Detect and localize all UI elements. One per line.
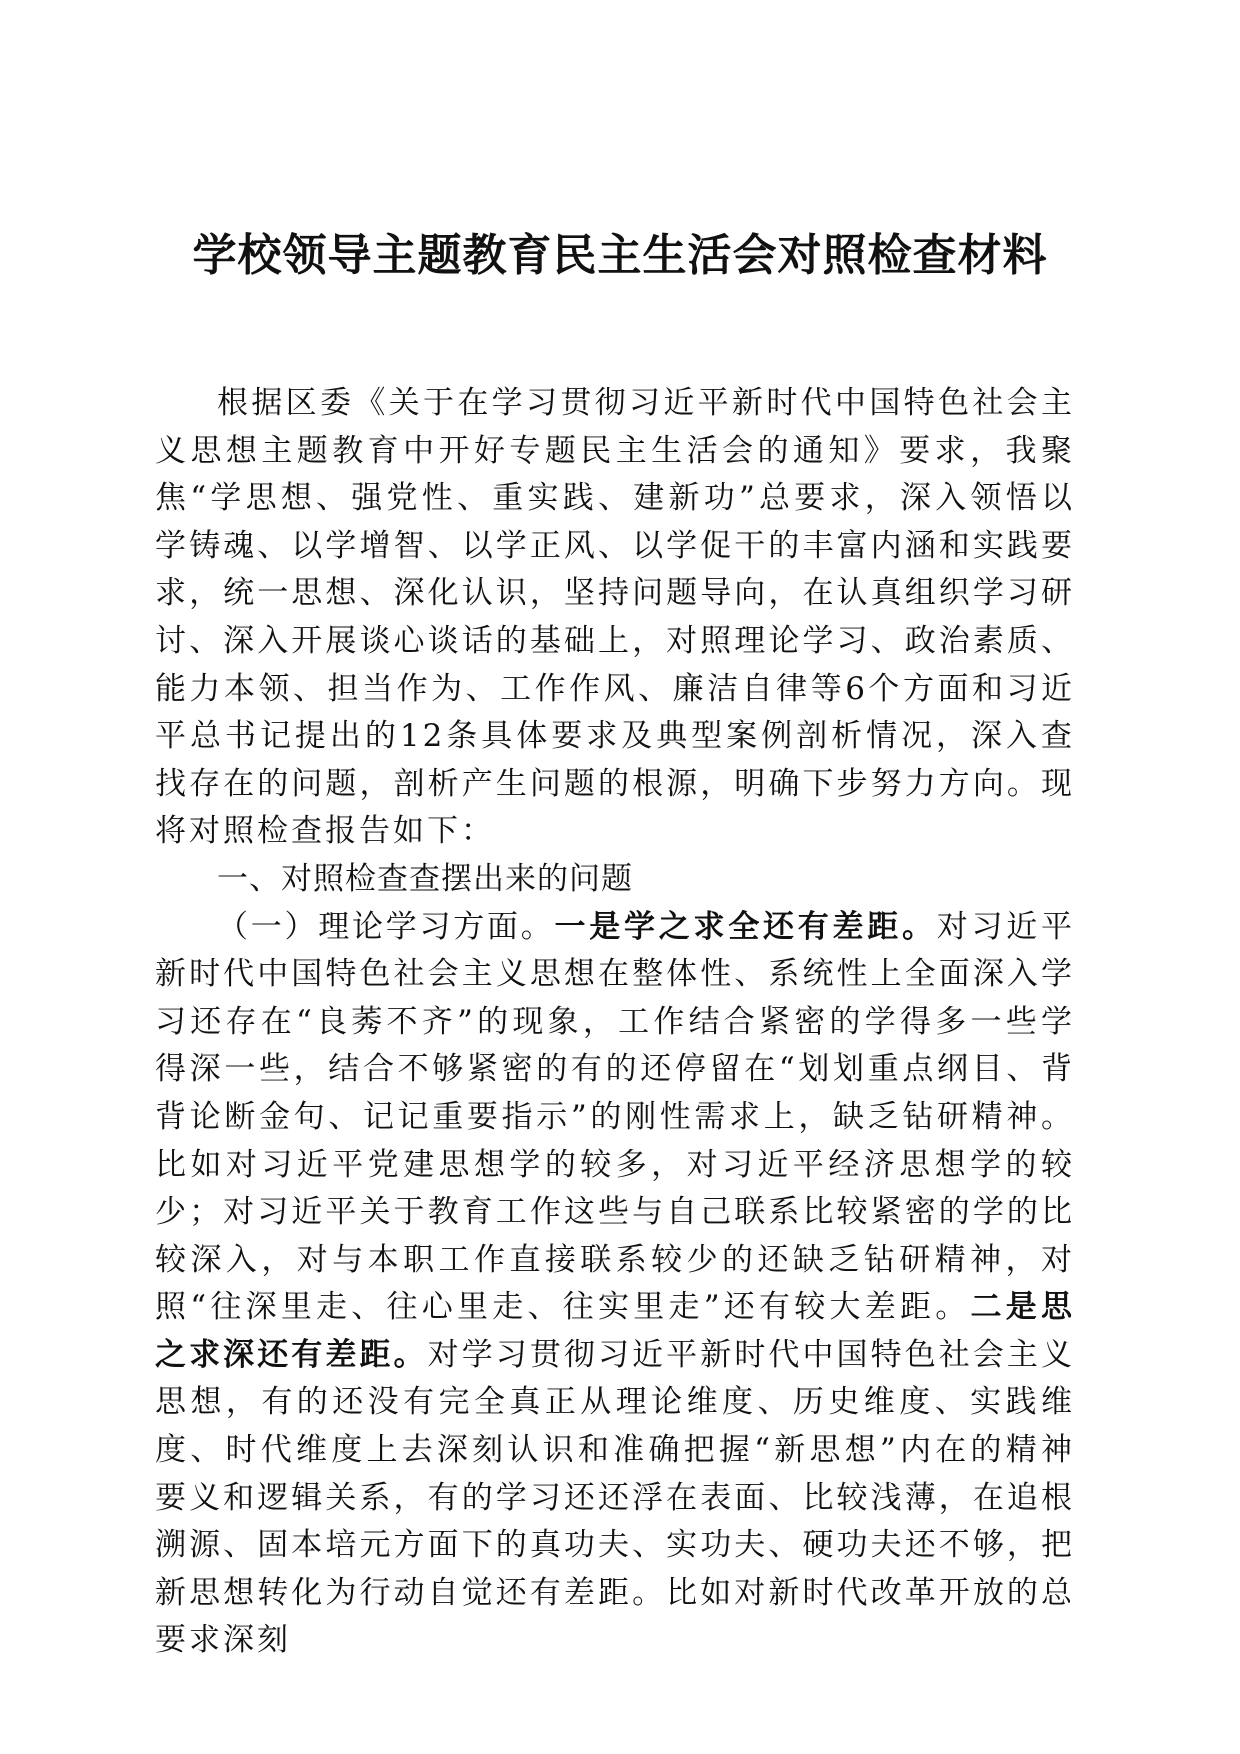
point-one-title: 一是学之求全还有差距。: [554, 908, 937, 945]
theory-study-paragraph: [155, 904, 1075, 1666]
document-body: [155, 380, 1075, 1665]
point-one-text: 对习近平新时代中国特色社会主义思想在整体性、系统性上全面深入学习还存在“良莠不齐”的现象，工作结合紧密的学得多一些学得深一些，结合不够紧密的有的还停留在“划划重点纲目、背背论断金句、记记重要指示”的刚性需求上，缺乏钻研精神。比如对习近平党建思想学的较多，对习近平经济思想学的较少；对习近平关于教育工作这些与自己联系比较紧密的学的比较深入，对与本职工作直接联系较少的还缺乏钻研精神，对照“往深里走、往心里走、往实里走”还有较大差距。: [155, 908, 1075, 1326]
section-heading: 一、对照检查查摆出来的问题: [217, 860, 633, 897]
document-title: 学校领导主题教育民主生活会对照检查材料: [192, 230, 1048, 281]
point-two-text: 对学习贯彻习近平新时代中国特色社会主义思想，有的还没有完全真正从理论维度、历史维度、实践维度、时代维度上去深刻认识和准确把握“新思想”内在的精神要义和逻辑关系，有的学习还还浮在表面、比较浅薄，在追根溯源、固本培元方面下的真功夫、实功夫、硬功夫还不够，把新思想转化为行动自觉还有差距。比如对新时代改革开放的总要求深刻: [155, 1336, 1076, 1659]
intro-paragraph: 根据区委《关于在学习贯彻习近平新时代中国特色社会主义思想主题教育中开好专题民主生活会的通知》要求，我聚焦“学思想、强党性、重实践、建新功”总要求，深入领悟以学铸魂、以学增智、以学正风、以学促干的丰富内涵和实践要求，统一思想、深化认识，坚持问题导向，在认真组织学习研讨、深入开展谈心谈话的基础上，对照理论学习、政治素质、能力本领、担当作为、工作作风、廉洁自律等6个方面和习近平总书记提出的12条具体要求及典型案例剖析情况，深入查找存在的问题，剖析产生问题的根源，明确下步努力方向。现将对照检查报告如下：: [155, 385, 1075, 850]
point-two-title: 二是思之求深还有差距。: [155, 1289, 1075, 1373]
subsection-label: （一）理论学习方面。: [217, 908, 555, 945]
